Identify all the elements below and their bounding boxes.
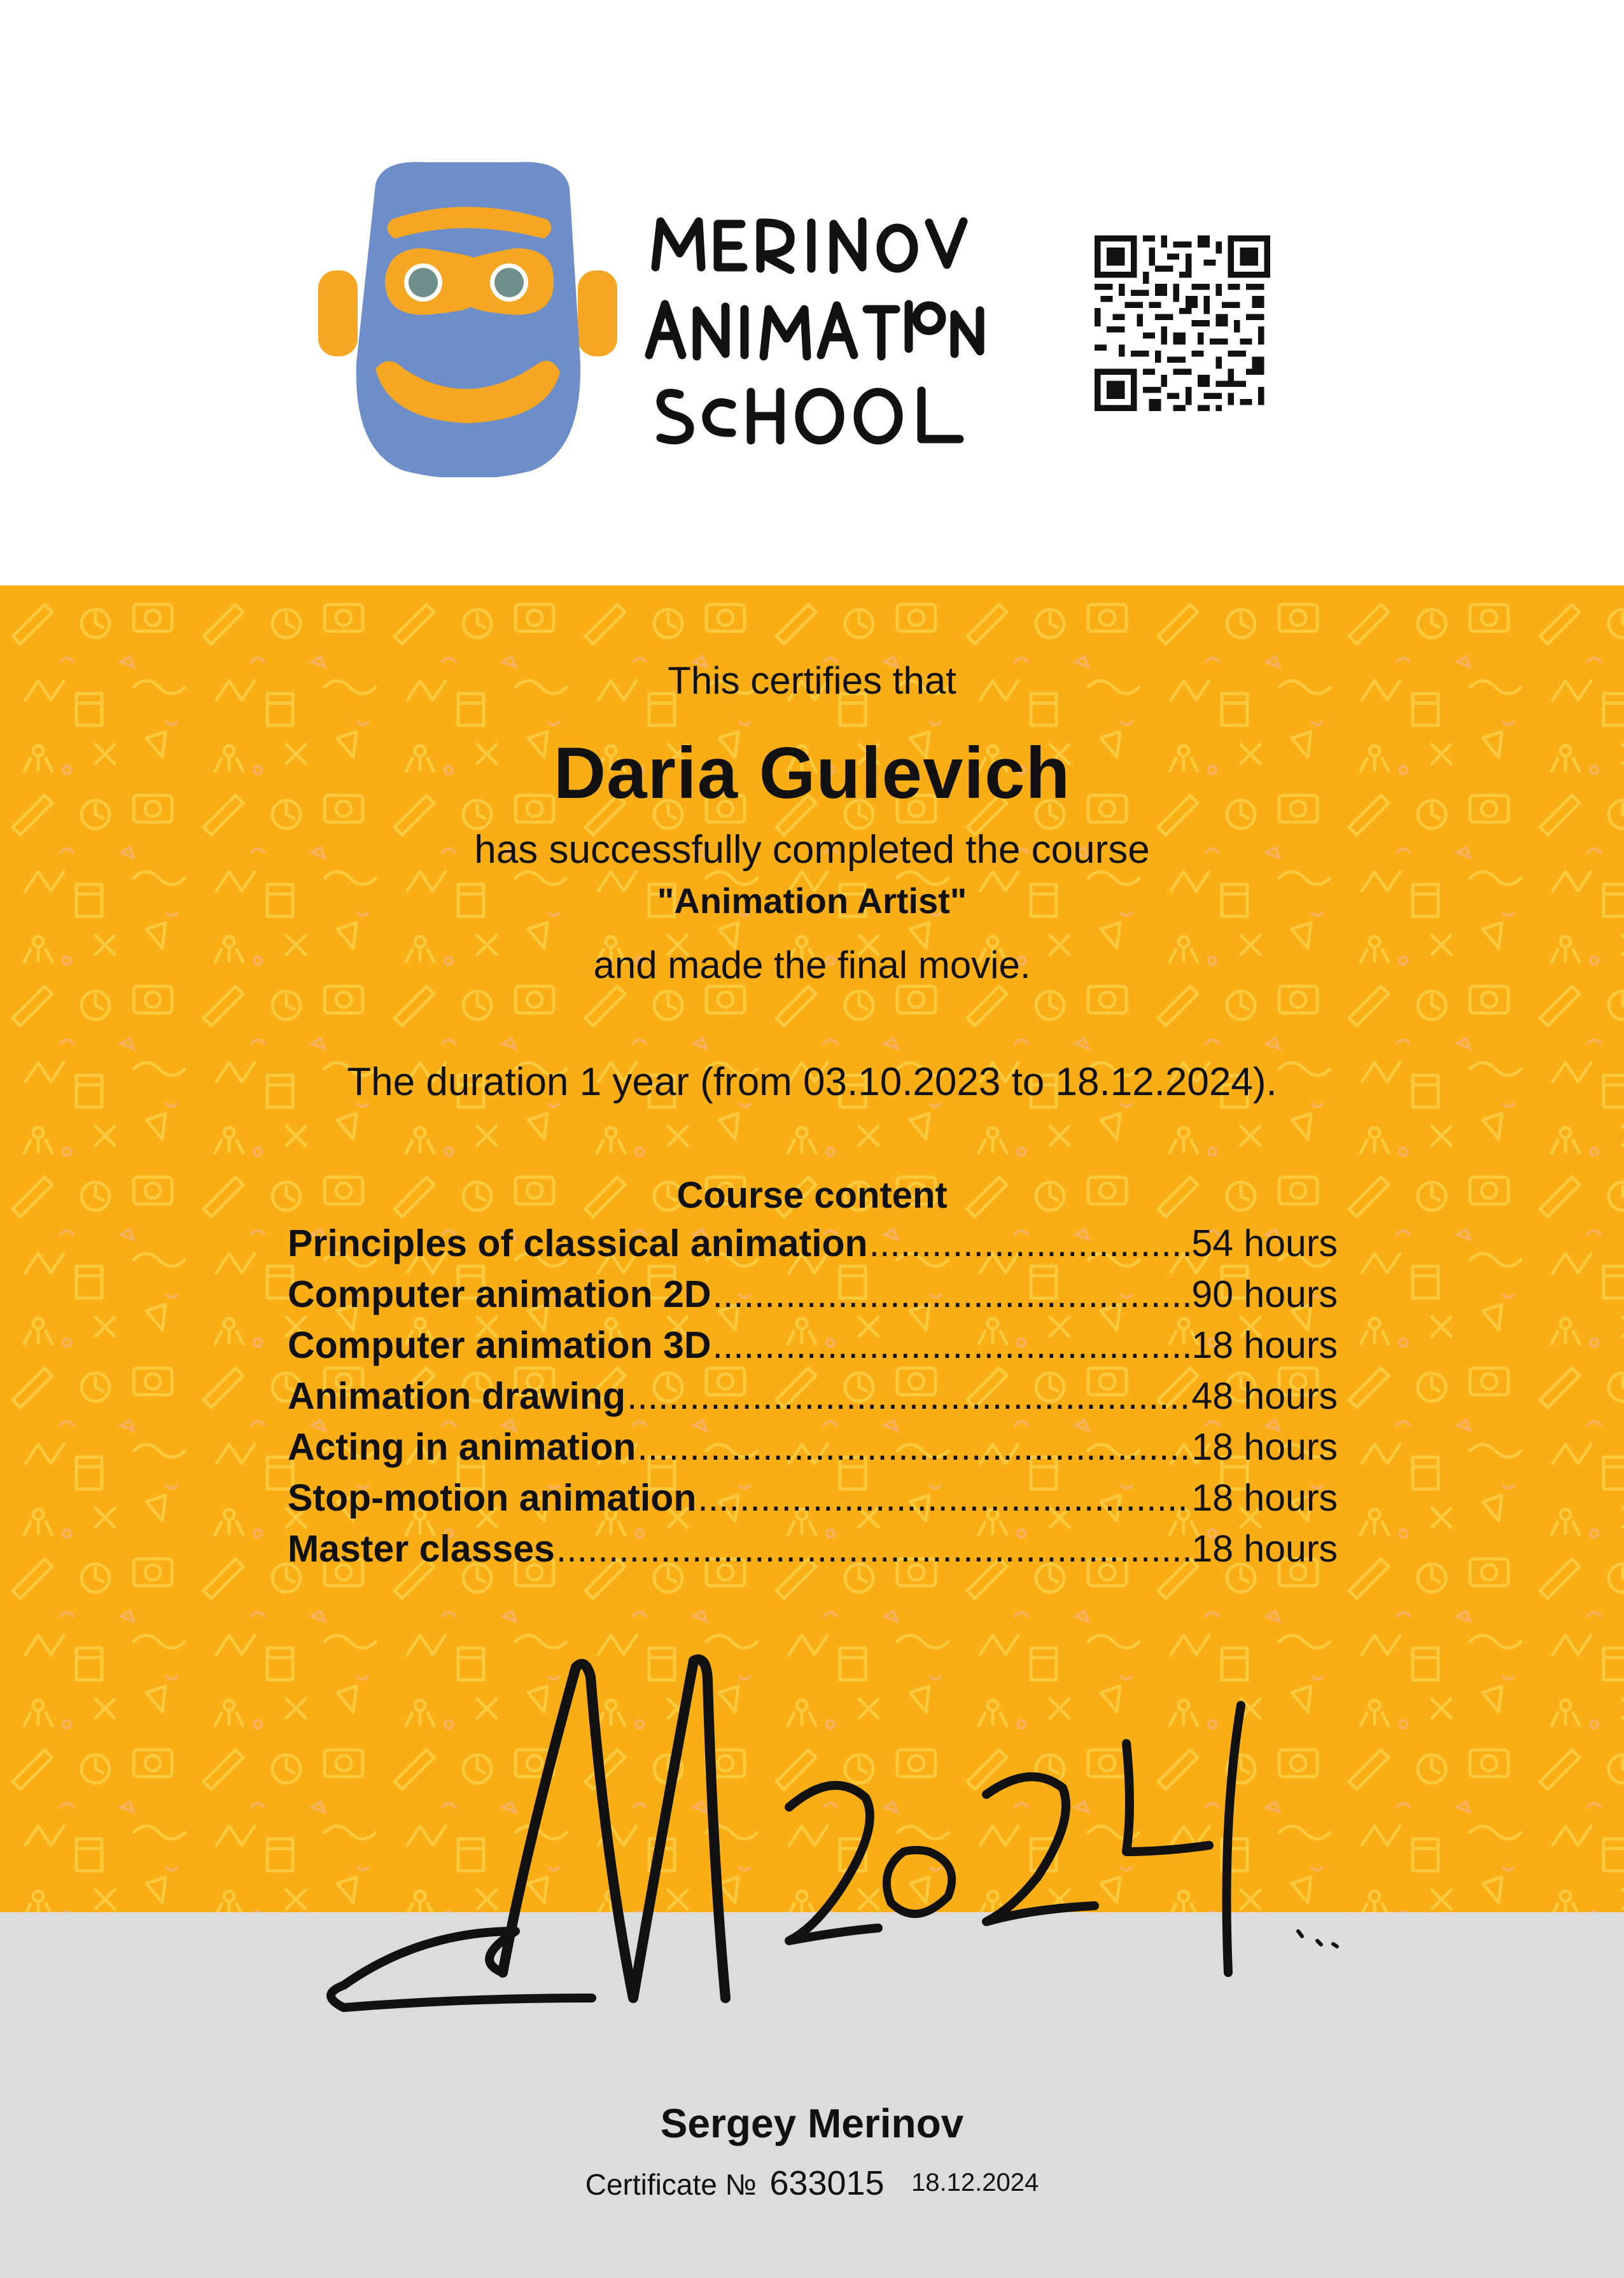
subject-hours: 18 hours: [1191, 1426, 1338, 1468]
subject-hours: 18 hours: [1191, 1324, 1338, 1366]
dot-leader: [637, 1425, 1190, 1469]
mascot-logo-icon: [318, 159, 617, 477]
subject-hours: 54 hours: [1191, 1222, 1338, 1264]
certifies-text: This certifies that: [668, 659, 956, 702]
dot-leader: [556, 1527, 1191, 1570]
course-duration: The duration 1 year (from 03.10.2023 to 18.12.2024).: [347, 1060, 1277, 1104]
course-name: "Animation Artist": [657, 881, 967, 921]
certificate-number-label: Certificate №: [585, 2168, 757, 2201]
dot-leader: [627, 1374, 1190, 1418]
dot-leader: [697, 1476, 1190, 1520]
subject-name: Stop-motion animation: [288, 1477, 697, 1519]
list-item: [288, 1374, 1338, 1425]
issue-date: 18.12.2024: [911, 2169, 1039, 2197]
qr-code-icon: [1095, 235, 1270, 411]
list-item: [288, 1527, 1338, 1578]
dot-leader: [712, 1324, 1190, 1367]
dot-leader: [712, 1273, 1190, 1316]
signer-name: Sergey Merinov: [660, 2100, 964, 2146]
list-item: [288, 1476, 1338, 1527]
course-content-list: [288, 1222, 1338, 1578]
recipient-name: Daria Gulevich: [553, 733, 1071, 814]
certificate-number: 633015: [769, 2164, 885, 2202]
dot-leader: [869, 1222, 1191, 1265]
list-item: [288, 1273, 1338, 1324]
subject-name: Master classes: [288, 1528, 555, 1570]
school-logo-text: [643, 204, 1037, 445]
subject-hours: 18 hours: [1191, 1528, 1338, 1570]
list-item: [288, 1324, 1338, 1374]
completed-text: has successfully completed the course: [474, 828, 1150, 872]
handwritten-signature: [305, 1642, 1425, 2036]
subject-name: Computer animation 2D: [288, 1273, 711, 1315]
certificate-info: [0, 2163, 1624, 2203]
final-movie-text: and made the final movie.: [593, 944, 1031, 986]
subject-name: Acting in animation: [288, 1426, 636, 1468]
subject-hours: 18 hours: [1191, 1477, 1338, 1519]
course-content-title: Course content: [676, 1175, 948, 1216]
certificate-header: [0, 0, 1624, 585]
subject-name: Animation drawing: [288, 1375, 626, 1417]
subject-name: Principles of classical animation: [288, 1222, 868, 1264]
subject-name: Computer animation 3D: [288, 1324, 711, 1366]
list-item: [288, 1222, 1338, 1273]
list-item: [288, 1425, 1338, 1476]
subject-hours: 48 hours: [1191, 1375, 1338, 1417]
subject-hours: 90 hours: [1191, 1273, 1338, 1315]
